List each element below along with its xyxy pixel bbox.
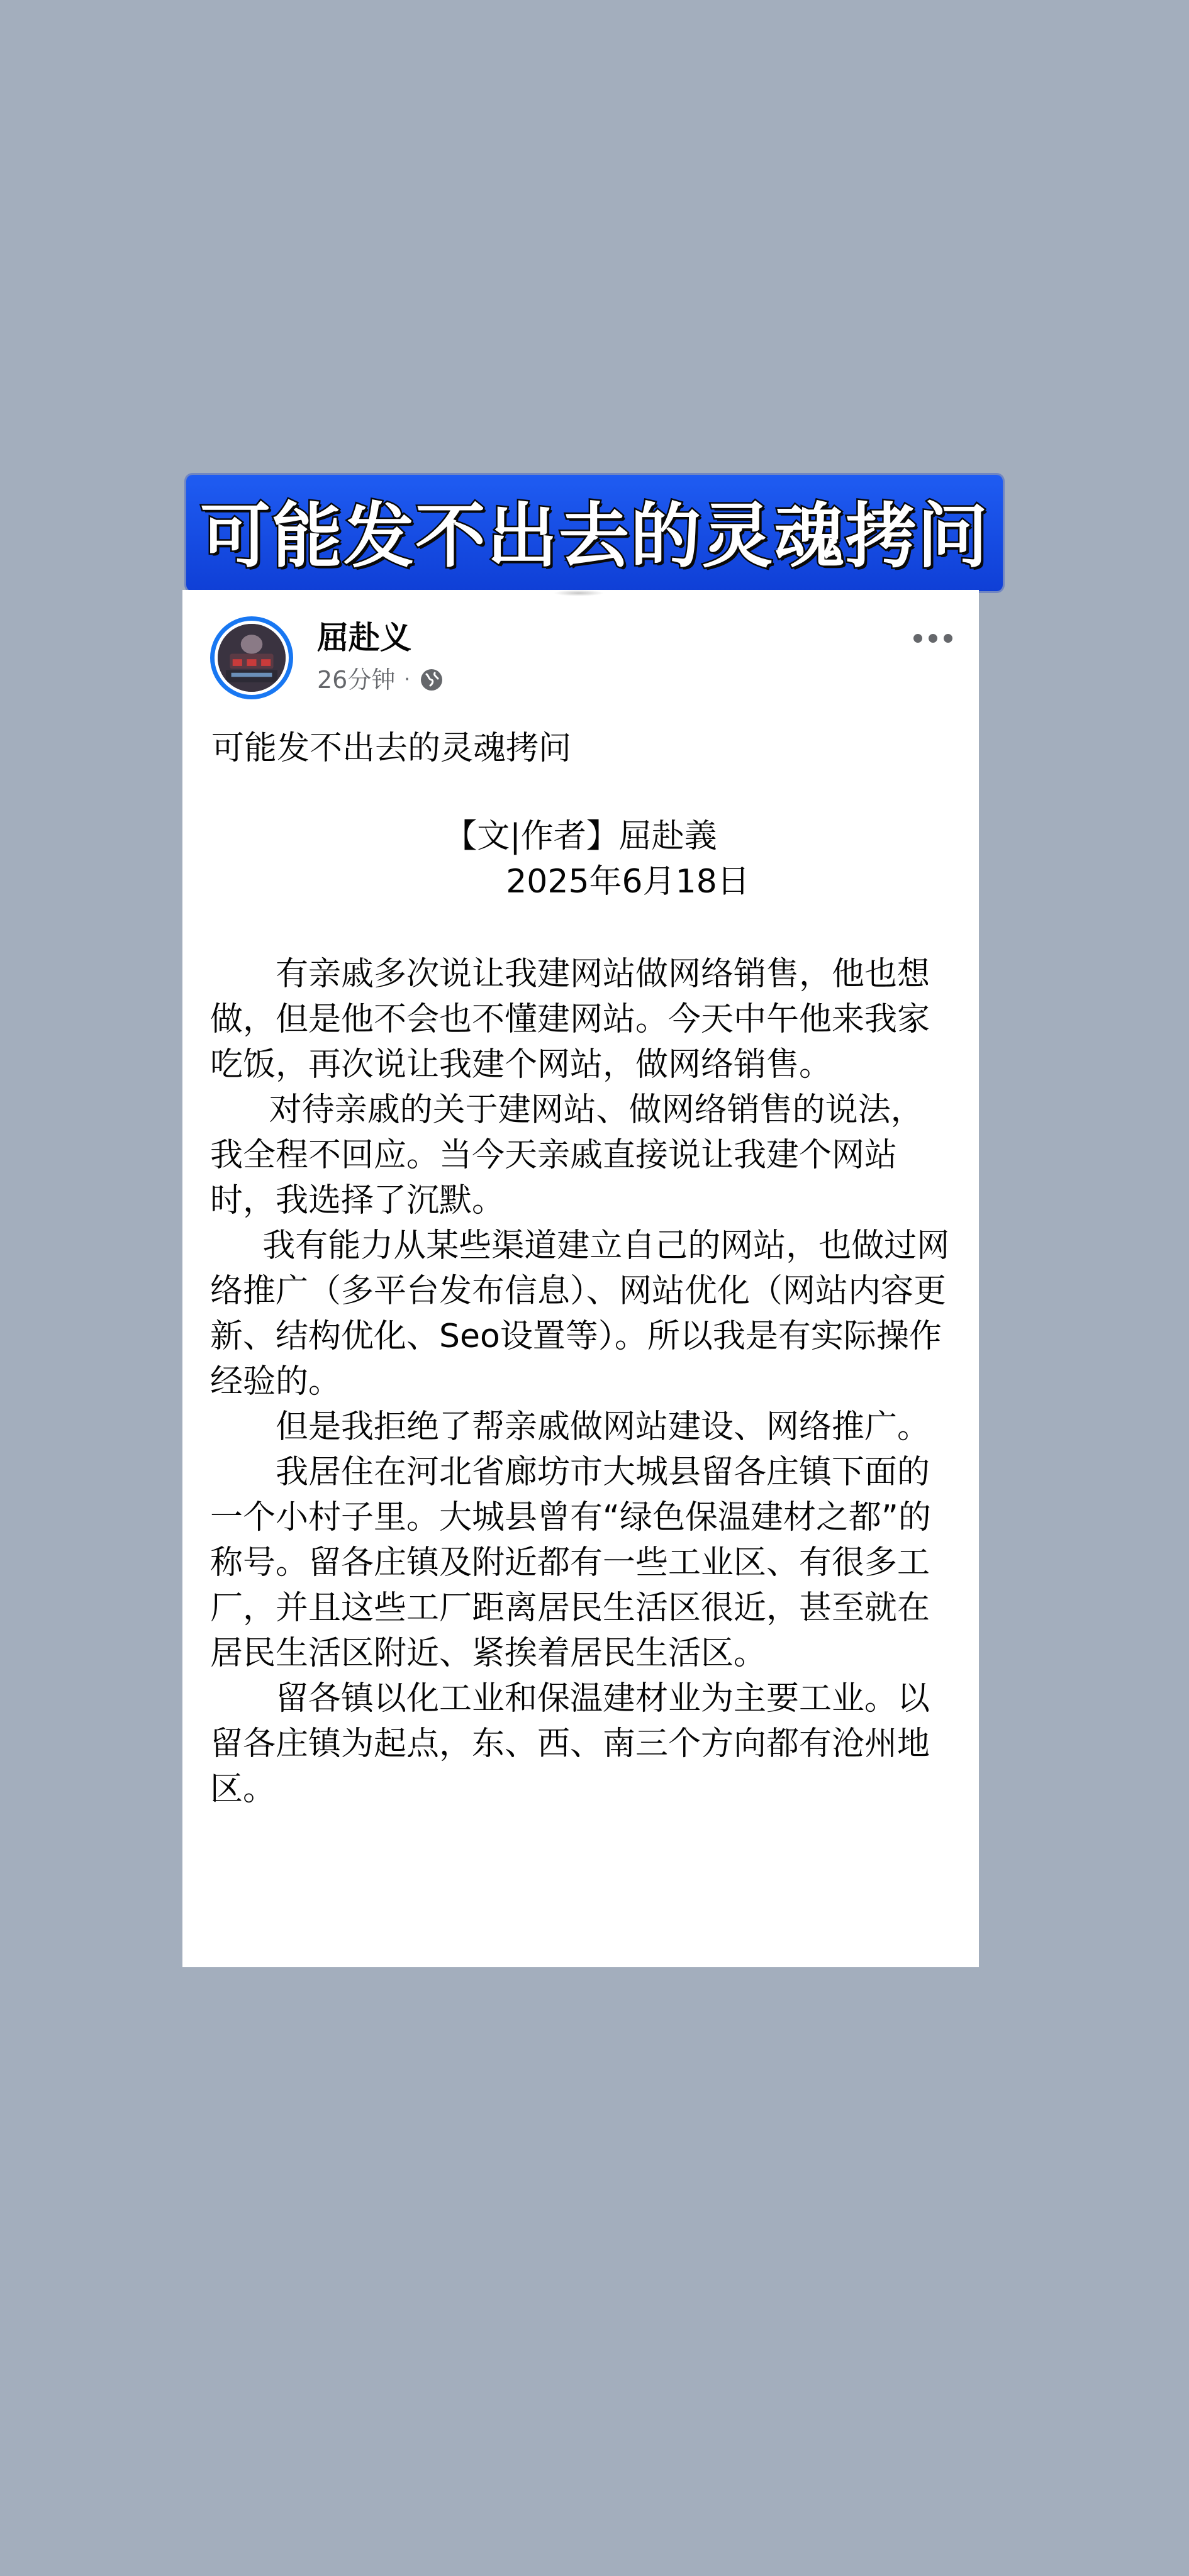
post-body (210, 952, 952, 1812)
paragraph-2: 对待亲戚的关于建网站、做网络销售的说法，我全程不回应。当今天亲戚直接说让我建个网站时，我选择了沉默。 (210, 1091, 924, 1219)
headline-title: 可能发不出去的灵魂拷问 (186, 475, 1003, 591)
avatar-image-icon (218, 624, 286, 692)
card-shadow-decoration (554, 590, 604, 596)
avatar-photo (218, 624, 286, 692)
paragraph-3: 我有能力从某些渠道建立自己的网站，也做过网络推广（多平台发布信息）、网站优化（网站内容更新、结构优化、Seo设置等）。所以我是有实际操作经验的。 (210, 1227, 950, 1401)
meta-separator: · (404, 669, 410, 691)
paragraph-4: 但是我拒绝了帮亲戚做网站建设、网络推广。 (276, 1408, 930, 1446)
globe-icon (419, 667, 444, 692)
post-header (210, 616, 960, 711)
author-name[interactable]: 屈赴义 (317, 619, 411, 656)
paragraph-6: 留各镇以化工业和保温建材业为主要工业。以留各庄镇为起点，东、西、南三个方向都有沧州地区。 (210, 1680, 930, 1808)
profile-avatar[interactable] (210, 616, 293, 699)
post-meta (317, 665, 444, 694)
post-date: 2025年6月18日 (506, 863, 750, 901)
more-options-icon[interactable] (911, 629, 955, 648)
post-time[interactable]: 26分钟 (317, 666, 396, 694)
paragraph-1: 有亲戚多次说让我建网站做网络销售，他也想做，但是他不会也不懂建网站。今天中午他来我家吃饭，再次说让我建个网站，做网络销售。 (210, 955, 930, 1084)
post-byline: 【文|作者】屈赴義 (444, 818, 717, 855)
post-title: 可能发不出去的灵魂拷问 (211, 730, 572, 767)
headline-banner (0, 475, 1189, 591)
post-card (182, 590, 979, 1967)
avatar-ring (215, 621, 289, 695)
paragraph-5: 我居住在河北省廊坊市大城县留各庄镇下面的一个小村子里。大城县曾有“绿色保温建材之都”的称号。留各庄镇及附近都有一些工业区、有很多工厂，并且这些工厂距离居民生活区很近，甚至就在居民生活区附近、紧挨着居民生活区。 (210, 1453, 931, 1672)
